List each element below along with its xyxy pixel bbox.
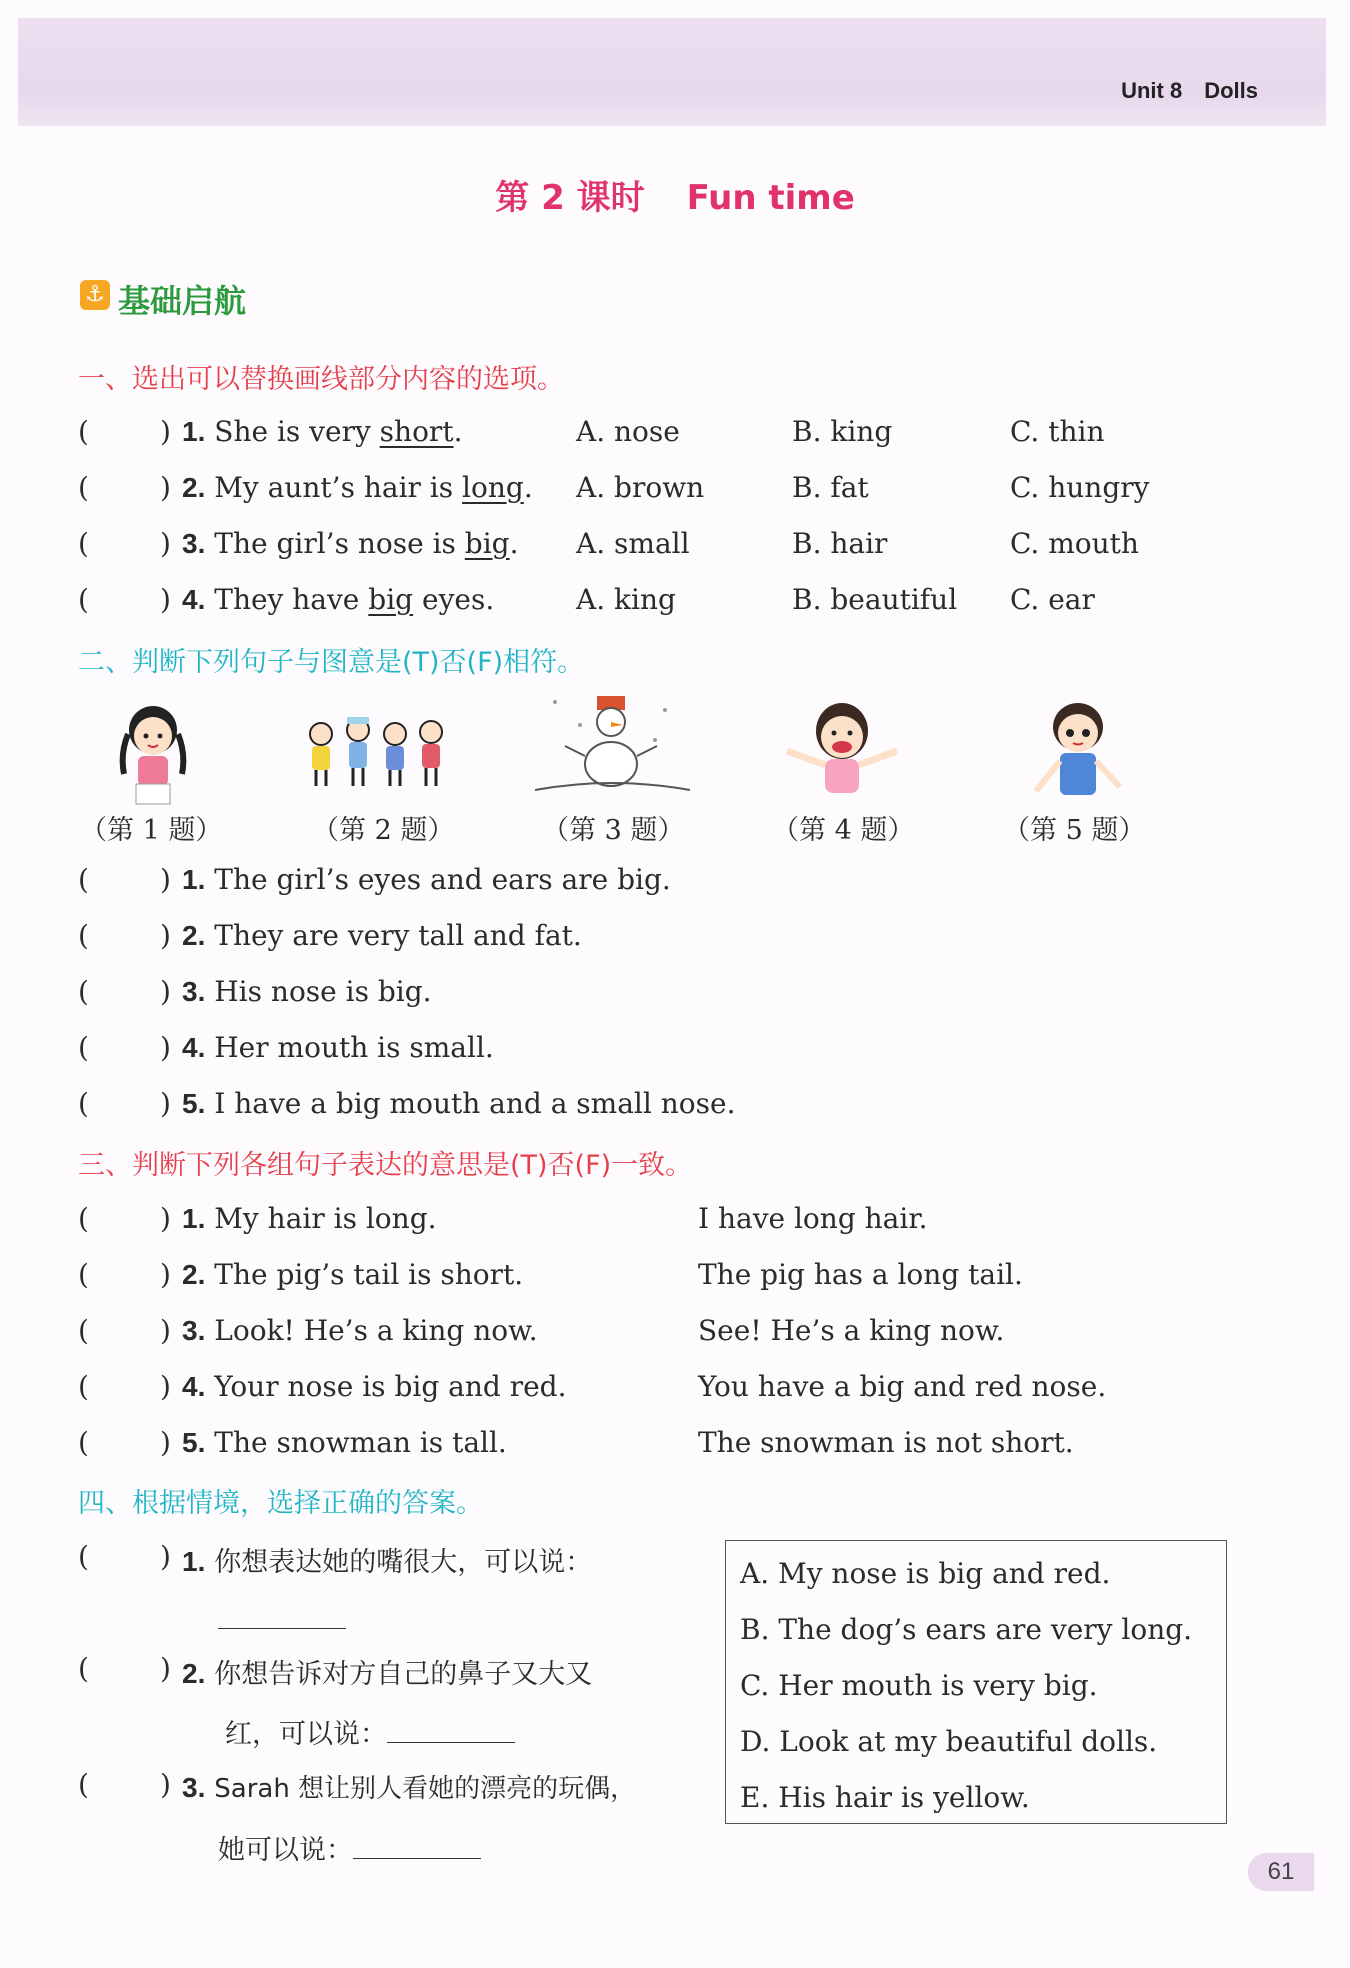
- answer-close: ): [160, 975, 171, 1008]
- statement-text: His nose is big.: [214, 975, 432, 1008]
- answer-open[interactable]: (: [78, 975, 89, 1008]
- sentence-left: Look! He’s a king now.: [214, 1314, 538, 1347]
- answer-close: ): [160, 1202, 171, 1235]
- stem-text: .: [453, 415, 463, 448]
- picture-caption-3: （第 3 题）: [542, 815, 685, 846]
- stem-text: They have: [214, 583, 369, 616]
- answer-blank[interactable]: [353, 1834, 481, 1859]
- answer-close: ): [160, 1426, 171, 1459]
- answer-open[interactable]: (: [78, 1087, 89, 1120]
- part3-row-4: [0, 1370, 1350, 1410]
- statement-text: I have a big mouth and a small nose.: [214, 1087, 736, 1120]
- question-number: 2.: [182, 920, 206, 951]
- answer-close: ): [160, 1652, 171, 1685]
- girl-big-mouth-illustration: [775, 695, 910, 800]
- answer-open[interactable]: (: [78, 1031, 89, 1064]
- header-band: [18, 18, 1326, 126]
- option-c: C. mouth: [1010, 527, 1139, 560]
- answer-close: ): [160, 471, 171, 504]
- answer-close: ): [160, 863, 171, 896]
- answer-close: ): [160, 1031, 171, 1064]
- question-number: 1.: [182, 416, 206, 447]
- question-text: 你想告诉对方自己的鼻子又大又: [214, 1659, 593, 1690]
- question-number: 3.: [182, 1772, 206, 1803]
- question-number: 1.: [182, 864, 206, 895]
- question-number: 3.: [182, 1315, 206, 1346]
- part2-heading: 二、判断下列句子与图意是(T)否(F)相符。: [78, 647, 585, 678]
- part4-q3: [0, 1768, 720, 1808]
- answer-open[interactable]: (: [78, 1258, 89, 1291]
- picture-caption-5: （第 5 题）: [1003, 815, 1146, 846]
- option-c: C. hungry: [1010, 471, 1150, 504]
- answer-open[interactable]: (: [78, 527, 89, 560]
- stem-text: eyes.: [413, 583, 495, 616]
- stem-text: My aunt’s hair is: [214, 471, 463, 504]
- answer-open[interactable]: (: [78, 471, 89, 504]
- part4-q2-line2: [225, 1712, 515, 1752]
- answer-open[interactable]: (: [78, 919, 89, 952]
- option-b: B. king: [792, 415, 893, 448]
- question-text: 红，可以说：: [225, 1719, 387, 1750]
- part3-row-3: [0, 1314, 1350, 1354]
- part1-row-3: [0, 527, 1350, 567]
- four-kids-illustration: [303, 712, 453, 792]
- sentence-left: The snowman is tall.: [214, 1426, 507, 1459]
- part3-heading: 三、判断下列各组句子表达的意思是(T)否(F)一致。: [78, 1150, 693, 1181]
- option-b: B. beautiful: [792, 583, 958, 616]
- answer-open[interactable]: (: [78, 1652, 89, 1685]
- question-number: 2.: [182, 1658, 206, 1689]
- answer-close: ): [160, 1087, 171, 1120]
- part2-row-4: [0, 1031, 1350, 1071]
- picture-caption-1: （第 1 题）: [80, 815, 223, 846]
- part4-q2: [0, 1652, 720, 1692]
- question-text: 她可以说：: [218, 1835, 353, 1866]
- answer-blank[interactable]: [387, 1718, 515, 1743]
- answer-close: ): [160, 1314, 171, 1347]
- stem-text: .: [509, 527, 519, 560]
- part3-row-5: [0, 1426, 1350, 1466]
- sentence-left: The pig’s tail is short.: [214, 1258, 524, 1291]
- sentence-right: See! He’s a king now.: [698, 1314, 1005, 1347]
- underlined-word: big: [368, 583, 414, 616]
- lesson-title-cn: 第 2 课时: [495, 178, 645, 218]
- part3-row-2: [0, 1258, 1350, 1298]
- answer-open[interactable]: (: [78, 583, 89, 616]
- question-text: 你想表达她的嘴很大，可以说：: [214, 1547, 593, 1578]
- part4-heading: 四、根据情境，选择正确的答案。: [78, 1488, 483, 1519]
- unit-label: [1121, 78, 1258, 104]
- part2-row-1: [0, 863, 1350, 903]
- statement-text: The girl’s eyes and ears are big.: [214, 863, 671, 896]
- statement-text: They are very tall and fat.: [214, 919, 582, 952]
- answer-blank[interactable]: [218, 1604, 346, 1629]
- statement-text: Her mouth is small.: [214, 1031, 494, 1064]
- underlined-word: long: [462, 471, 524, 504]
- sentence-left: Your nose is big and red.: [214, 1370, 567, 1403]
- question-number: 2.: [182, 1259, 206, 1290]
- option-e: E. His hair is yellow.: [740, 1781, 1030, 1814]
- question-number: 1.: [182, 1546, 206, 1577]
- page-number: 61: [1248, 1853, 1314, 1891]
- answer-close: ): [160, 1768, 171, 1801]
- answer-close: ): [160, 415, 171, 448]
- question-number: 4.: [182, 1032, 206, 1063]
- question-number: 5.: [182, 1427, 206, 1458]
- option-a: A. nose: [576, 415, 680, 448]
- option-c: C. thin: [1010, 415, 1105, 448]
- answer-open[interactable]: (: [78, 1370, 89, 1403]
- option-a: A. king: [576, 583, 676, 616]
- unit-title: Dolls: [1204, 78, 1258, 103]
- part4-q1: [0, 1540, 720, 1580]
- question-text: Sarah 想让别人看她的漂亮的玩偶，: [214, 1774, 637, 1804]
- sentence-right: The snowman is not short.: [698, 1426, 1074, 1459]
- question-number: 1.: [182, 1203, 206, 1234]
- answer-close: ): [160, 1370, 171, 1403]
- option-a: A. brown: [576, 471, 705, 504]
- answer-close: ): [160, 583, 171, 616]
- section-title: 基础启航: [118, 282, 247, 320]
- option-b: B. hair: [792, 527, 888, 560]
- answer-open[interactable]: (: [78, 1768, 89, 1801]
- sentence-right: You have a big and red nose.: [698, 1370, 1107, 1403]
- part2-row-5: [0, 1087, 1350, 1127]
- answer-close: ): [160, 1540, 171, 1573]
- part1-row-4: [0, 583, 1350, 623]
- options-box: [725, 1540, 1227, 1824]
- part3-row-1: [0, 1202, 1350, 1242]
- stem-text: She is very: [214, 415, 380, 448]
- question-number: 4.: [182, 1371, 206, 1402]
- stem-text: The girl’s nose is: [214, 527, 465, 560]
- picture-caption-2: （第 2 题）: [312, 815, 455, 846]
- snowman-illustration: [535, 690, 690, 795]
- answer-open[interactable]: (: [78, 415, 89, 448]
- part4-q3-line2: [218, 1828, 481, 1868]
- sentence-right: I have long hair.: [698, 1202, 928, 1235]
- underlined-word: short: [379, 415, 454, 448]
- option-a: A. My nose is big and red.: [740, 1557, 1111, 1590]
- question-number: 2.: [182, 472, 206, 503]
- question-number: 4.: [182, 584, 206, 615]
- option-b: B. fat: [792, 471, 869, 504]
- answer-close: ): [160, 527, 171, 560]
- question-number: 3.: [182, 976, 206, 1007]
- answer-open[interactable]: (: [78, 1540, 89, 1573]
- underlined-word: big: [464, 527, 510, 560]
- anchor-icon: ⚓: [80, 280, 110, 310]
- option-d: D. Look at my beautiful dolls.: [740, 1725, 1158, 1758]
- part1-row-1: [0, 415, 1350, 455]
- option-a: A. small: [576, 527, 690, 560]
- sentence-left: My hair is long.: [214, 1202, 437, 1235]
- answer-open[interactable]: (: [78, 1426, 89, 1459]
- option-c: C. ear: [1010, 583, 1095, 616]
- sentence-right: The pig has a long tail.: [698, 1258, 1023, 1291]
- part2-row-3: [0, 975, 1350, 1015]
- unit-number: Unit 8: [1121, 78, 1183, 103]
- lesson-title: [0, 170, 1350, 219]
- question-number: 3.: [182, 528, 206, 559]
- question-number: 5.: [182, 1088, 206, 1119]
- option-b: B. The dog’s ears are very long.: [740, 1613, 1193, 1646]
- answer-close: ): [160, 1258, 171, 1291]
- picture-caption-4: （第 4 题）: [772, 815, 915, 846]
- stem-text: .: [523, 471, 533, 504]
- part1-row-2: [0, 471, 1350, 511]
- answer-open[interactable]: (: [78, 1202, 89, 1235]
- answer-open[interactable]: (: [78, 863, 89, 896]
- part2-row-2: [0, 919, 1350, 959]
- girl-overalls-illustration: [1018, 695, 1138, 800]
- option-c: C. Her mouth is very big.: [740, 1669, 1098, 1702]
- part1-heading: 一、选出可以替换画线部分内容的选项。: [78, 364, 564, 395]
- girl-pigtails-illustration: [108, 700, 198, 805]
- answer-open[interactable]: (: [78, 1314, 89, 1347]
- lesson-title-en: Fun time: [686, 178, 855, 218]
- answer-close: ): [160, 919, 171, 952]
